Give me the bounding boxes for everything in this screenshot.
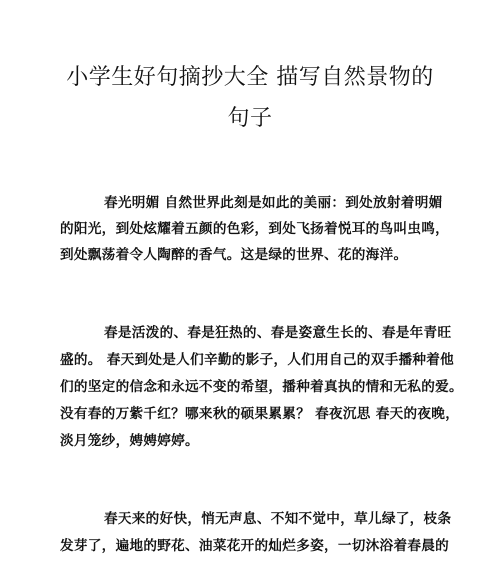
- paragraph-line: 到处飘荡着令人陶醉的香气。这是绿的世界、花的海洋。: [60, 247, 408, 263]
- paragraph-line: 淡月笼纱，娉娉婷婷。: [60, 433, 199, 449]
- paragraph-line: 发芽了，遍地的野花、油菜花开的灿烂多姿，一切沐浴着春晨的: [60, 538, 450, 554]
- paragraph-line: 春光明媚 自然世界此刻是如此的美丽：到处放射着明媚: [104, 195, 443, 211]
- paragraph-line: 们的坚定的信念和永远不变的希望，播种着真执的情和无私的爱。: [60, 379, 463, 395]
- paragraph-line: 春天来的好快，悄无声息、不知不觉中，草儿绿了，枝条: [104, 511, 452, 527]
- paragraph-line: 没有春的万紫千红？哪来秋的硕果累累？ 春夜沉思 春天的夜晚，: [60, 406, 460, 422]
- paragraph-line: 盛的。 春天到处是人们辛勤的影子，人们用自己的双手播种着他: [60, 352, 455, 368]
- paragraph-line: 春是活泼的、春是狂热的、春是姿意生长的、春是年青旺: [104, 325, 452, 341]
- document-title-line-1: 小学生好句摘抄大全 描写自然景物的: [66, 65, 434, 90]
- paragraph-line: 的阳光，到处炫耀着五颜的色彩，到处飞扬着悦耳的鸟叫虫鸣，: [60, 221, 450, 237]
- document-title-line-2: 句子: [227, 106, 273, 131]
